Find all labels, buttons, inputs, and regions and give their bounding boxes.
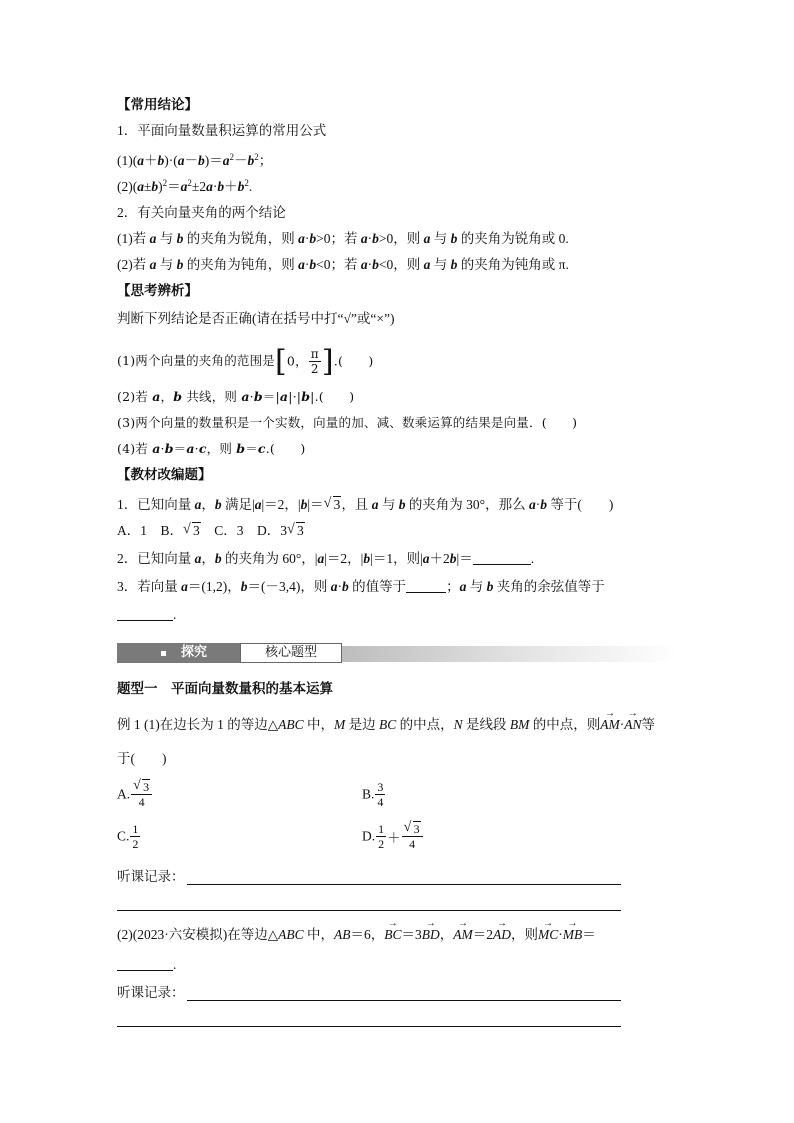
textbook-heading: 【教材改编题】 [117, 467, 212, 482]
example-1-cont: 于( ) [117, 751, 167, 766]
example-1-part-1: 例 1 (1)在边长为 1 的等边△ABC 中，M 是边 BC 的中点，N 是线段 BM 的中点，则→ AM·→ AN等 [117, 716, 655, 734]
banner-left: 探究 [117, 643, 240, 663]
example-1-part-2: (2)(2023·六安模拟)在等边△ABC 中，AB＝6，→ BC＝3→ BD，→ AM＝2→ AD，则→ MC·→ MB＝ [117, 926, 596, 944]
common-item-2: 2．有关向量夹角的两个结论 [117, 205, 286, 220]
statement-1: (1)两个向量的夹角的范围是[0， $\frac{\pi}{2}$ ].( ) [117, 343, 374, 379]
banner-right: 核心题型 [240, 643, 342, 663]
option-d[interactable]: D. $\frac{1}{2}$ ＋ √ $\frac{3}{4}$ [362, 822, 424, 851]
option-a[interactable]: A. √ $\frac{3}{4}$ [117, 780, 153, 809]
formula-1: $(1)(a+b)\cdot(a-b)=a^2-b^2$； [117, 152, 273, 168]
option-c[interactable]: C. $\frac{1}{2}$ [117, 822, 139, 851]
formula-2: $(2)(a\pm b)^2=a^2\pm 2a\cdot b+b^2$. [117, 178, 253, 194]
statement-2: (2)若 a，b 共线，则 a·b＝|a|·|b|.( ) [117, 389, 355, 404]
answer-blank[interactable] [473, 551, 531, 565]
conclusion-acute: (1)若 a 与 b 的夹角为锐角，则 a·b>0；若 a·b>0，则 a 与 b 的夹角为锐角或 0. [117, 231, 569, 246]
section-banner [117, 643, 677, 663]
textbook-q2: 2．已知向量 a，b 的夹角为 60°，|a|＝2，|b|＝1，则|a＋2b|＝ . [117, 551, 535, 566]
textbook-q3: 3．若向量 a＝(1,2)，b＝(－3,4)，则 a·b 的值等于 ；a 与 b 夹角的余弦值等于 [117, 579, 605, 594]
record-line[interactable] [117, 910, 621, 911]
record-label-1: 听课记录： [117, 869, 185, 884]
textbook-q3-cont: . [117, 606, 176, 624]
think-intro: 判断下列结论是否正确(请在括号中打“√”或“×”) [117, 311, 395, 326]
answer-blank[interactable] [406, 579, 446, 593]
record-label-2: 听课记录： [117, 985, 185, 1000]
record-line[interactable] [117, 1026, 621, 1027]
record-line[interactable] [187, 884, 621, 885]
think-heading: 【思考辨析】 [117, 283, 198, 298]
textbook-q1-options: A．1 B．√ 3 C．3 D．3√ 3 [117, 522, 305, 540]
type1-title: 题型一 平面向量数量积的基本运算 [117, 681, 333, 696]
textbook-q1: 1．已知向量 a，b 满足|a|＝2，|b|＝√ 3，且 a 与 b 的夹角为 30°，那么 a·b 等于( ) [117, 496, 613, 514]
conclusion-obtuse: (2)若 a 与 b 的夹角为钝角，则 a·b<0；若 a·b<0，则 a 与 b 的夹角为钝角或 π. [117, 257, 569, 272]
answer-blank[interactable] [117, 957, 173, 971]
statement-4: (4)若 a·b＝a·c，则 b＝c.( ) [117, 441, 306, 456]
record-line[interactable] [187, 1000, 621, 1001]
common-item-1: 1．平面向量数量积运算的常用公式 [117, 123, 327, 138]
common-conclusions-heading: 【常用结论】 [117, 97, 198, 112]
example-1-part-2-cont: . [117, 956, 176, 974]
statement-3: (3)两个向量的数量积是一个实数，向量的加、减、数乘运算的结果是向量．( ) [117, 415, 578, 430]
option-b[interactable]: B. $\frac{3}{4}$ [362, 780, 384, 809]
square-icon [161, 651, 166, 656]
answer-blank[interactable] [117, 607, 173, 621]
